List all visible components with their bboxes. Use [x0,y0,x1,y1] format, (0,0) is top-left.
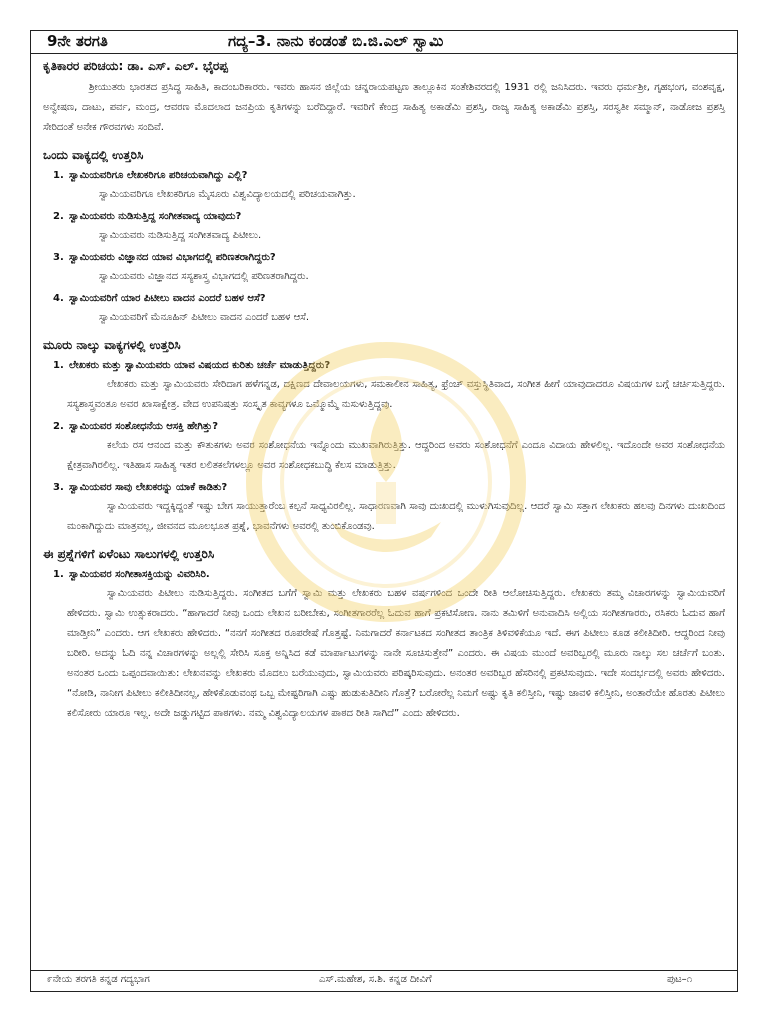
question-text: ಸ್ವಾಮಿಯವರ ಸಾವು ಲೇಖಕರನ್ನು ಯಾಕೆ ಕಾಡಿತು? [69,482,228,493]
qa-item [43,478,725,537]
question-text: ಸ್ವಾಮಿಯವರಿಗೆ ಯಾರ ಪಿಟೀಲು ವಾದನ ಎಂದರೆ ಬಹಳ ಆಸೆ? [69,293,266,304]
qa-item [43,417,725,476]
question-number: 1. [53,170,64,181]
qa-item [43,565,725,724]
question-text: ಸ್ವಾಮಿಯವರು ನುಡಿಸುತ್ತಿದ್ದ ಸಂಗೀತವಾದ್ಯ ಯಾವುದು? [69,211,242,222]
question-text: ಸ್ವಾಮಿಯವರ ಸಂಗೀತಾಸಕ್ತಿಯನ್ನು ವಿವರಿಸಿರಿ. [69,569,210,580]
section1-heading: ಒಂದು ವಾಕ್ಯದಲ್ಲಿ ಉತ್ತರಿಸಿ [43,148,144,162]
footer-author: ಎಸ್.ಮಹೇಶ, ಸ.ಶಿ. ಕನ್ನಡ ದೀವಿಗೆ [319,974,432,985]
answer-text: ಸ್ವಾಮಿಯವರು ಪಿಟೀಲು ನುಡಿಸುತ್ತಿದ್ದರು. ಸಂಗೀತದ ಬಗೆಗೆ ಸ್ವಾಮಿ ಮತ್ತು ಲೇಖಕರು ಬಹಳ ವರ್ಷಗಳಿಂದ ಒಂದೇ ರೀತಿ ಆಲೋಚಿಸುತ್ತಿದ್ದರು. ಲೇಖಕರು ತಮ್ಮ ವಿಚಾರಗಳನ್ನು ಸ್ವಾಮಿಯವರಿಗೆ ಹೇಳಿದರು. ಸ್ವಾಮಿ ಉತ್ಸುಕರಾದರು. “ಹಾಗಾದರೆ ನೀವು ಒಂದು ಲೇಖನ ಬರೀಬೇಕು, ಸಂಗೀತಗಾರರೆಲ್ಲ ಓದುವ ಹಾಗೆ ಪ್ರಕಟಿಸೋಣ. ನಾನು ತಮಿಳಿಗೆ ಅನುವಾದಿಸಿ ಅಲ್ಲಿಯ ಸಂಗೀತಗಾರರು, ರಸಿಕರು ಓದುವ ಹಾಗೆ ಮಾಡ್ತೀನಿ” ಎಂದರು. ಆಗ ಲೇಖಕರು ಹೇಳಿದರು. “ನನಗೆ ಸಂಗೀತದ ರೂಪರೇಷೆ ಗೊತ್ತಷ್ಟೆ. ನಿಮಗಾದರೆ ಕರ್ನಾಟಕದ ಸಂಗೀತದ ತಾಂತ್ರಿಕ ತಿಳಿವಳಿಕೆಯೂ ಇದೆ. ಈಗ ಪಿಟೀಲು ಕೂಡ ಕಲೀತಿದೀರಿ. ಆದ್ದರಿಂದ ನೀವು ಬರೀರಿ. ಅದನ್ನು ಓದಿ ನನ್ನ ವಿಚಾರಗಳನ್ನು ಅಲ್ಲಲ್ಲಿ ಸೇರಿಸಿ ಸೂಕ್ತ ಅನ್ನಿಸಿದ ಕಡೆ ಮಾರ್ಪಾಟುಗಳನ್ನು ನಾನೇ ಸೂಚಿಸುತ್ತೇನೆ” ಎಂದರು. ಈ ವಿಷಯ ಮುಂದೆ ಅವರಿಬ್ಬರಲ್ಲಿ ಮೂರು ನಾಲ್ಕು ಸಲ ಚರ್ಚೆಗೆ ಬಂತು. ಅನಂತರ ಒಂದು ಒಪ್ಪಂದವಾಯಿತು: ಲೇಖನವನ್ನು ಲೇಖಕರು ಮೊದಲು ಬರೆಯುವುದು, ಸ್ವಾಮಿಯವರು ಪರಿಷ್ಕರಿಸುವುದು. ಅನಂತರ ಅವರಿಬ್ಬರ ಹೆಸರಿನಲ್ಲಿ ಪ್ರಕಟಿಸುವುದು. ಇದೇ ಸಂದರ್ಭದಲ್ಲಿ ಅವರು ಹೇಳಿದರು. “ನೋಡಿ, ನಾನೀಗ ಪಿಟೀಲು ಕಲೀತಿದೀನಲ್ಲ, ಹೇಳಿಕೊಡುವಂಥ ಒಬ್ಬ ಮೇಷ್ಟರಿಗಾಗಿ ಎಷ್ಟು ಹುಡುಕುತಿದೀನಿ ಗೊತ್ತೆ? ಬರೋರೆಲ್ಲ ನಿಮಗೆ ಅಷ್ಟು ಕೃತಿ ಕಲಿಸ್ತೀನಿ, ಇಷ್ಟು ಜಾವಳಿ ಕಲಿಸ್ತೀನಿ, ಅಂತಾರೆಯೇ ಹೊರತು ಪಿಟೀಲು ಕಲಿಸೋರು ಯಾರೂ ಇಲ್ಲ. ಅದೇ ಜಡ್ಡುಗಟ್ಟಿದ ಪಾಠಗಳು. ನಮ್ಮ ವಿಶ್ವವಿದ್ಯಾಲಯಗಳ ಪಾಠದ ರೀತಿ ಸಾಗಿದೆ” ಎಂದು ಹೇಳಿದರು. [67,588,725,719]
answer-text: ಸ್ವಾಮಿಯವರು ವಿಜ್ಞಾನದ ಸಸ್ಯಶಾಸ್ತ್ರ ವಿಭಾಗದಲ್ಲಿ ಪರಿಣತರಾಗಿದ್ದರು. [99,271,309,282]
author-heading: ಕೃತಿಕಾರರ ಪರಿಚಯ: ಡಾ. ಎಸ್. ಎಲ್. ಭೈರಪ್ಪ [43,59,228,73]
answer-text: ಲೇಖಕರು ಮತ್ತು ಸ್ವಾಮಿಯವರು ಸೇರಿದಾಗ ಹಳೆಗನ್ನಡ, ದಕ್ಷಿಣದ ದೇವಾಲಯಗಳು, ಸಮಕಾಲೀನ ಸಾಹಿತ್ಯ, ಫ್ರೆಂಚ್ ವಸ್ತುಸ್ಥಿತಿವಾದ, ಸಂಗೀತ ಹೀಗೆ ಯಾವುದಾದರೂ ವಿಷಯಗಳ ಬಗ್ಗೆ ಚರ್ಚಿಸುತ್ತಿದ್ದರು. ಸಸ್ಯಶಾಸ್ತ್ರವಂತೂ ಅವರ ಖಾಸಾಕ್ಷೇತ್ರ. ವೇದ ಉಪನಿಷತ್ತು ಸಂಸ್ಕೃತ ಕಾವ್ಯಗಳೂ ಒಮ್ಮೊಮ್ಮೆ ನುಸುಳುತ್ತಿದ್ದವು. [67,379,725,410]
answer-text: ಕಲೆಯ ರಸ ಆನಂದ ಮತ್ತು ಕೌತುಕಗಳು ಅವರ ಸಂಶೋಧನೆಯ ಇನ್ನೊಂದು ಮುಖವಾಗಿರುತ್ತಿತ್ತು. ಆದ್ದರಿಂದ ಅವರು ಸಂಶೋಧನೆಗೆ ಎಂದೂ ವಿದಾಯ ಹೇಳಲಿಲ್ಲ. ಇದೊಂದೇ ಅವರ ಸಂಶೋಧನೆಯ ಕ್ಷೇತ್ರವಾಗಿರಲಿಲ್ಲ. ಇತಿಹಾಸ ಸಾಹಿತ್ಯ ಇತರ ಲಲಿತಕಲೆಗಳಲ್ಲೂ ಅವರ ಸಂಶೋಧಕಬುದ್ಧಿ ಕೆಲಸ ಮಾಡುತ್ತಿತ್ತು. [67,440,725,471]
section2-list [43,356,725,537]
section1-list [43,166,725,328]
answer-text: ಸ್ವಾಮಿಯವರಿಗೂ ಲೇಖಕರಿಗೂ ಮೈಸೂರು ವಿಶ್ವವಿದ್ಯಾಲಯದಲ್ಲಿ ಪರಿಚಯವಾಗಿತ್ತು. [99,189,356,200]
author-intro: ಶ್ರೀಯುತರು ಭಾರತದ ಪ್ರಸಿದ್ಧ ಸಾಹಿತಿ, ಕಾದಂಬರಿಕಾರರು. ಇವರು ಹಾಸನ ಜಿಲ್ಲೆಯ ಚನ್ನರಾಯಪಟ್ಟಣ ತಾಲ್ಲೂಕಿನ ಸಂತೇಶಿವರದಲ್ಲಿ 1931 ರಲ್ಲಿ ಜನಿಸಿದರು. ಇವರು ಧರ್ಮಶ್ರೀ, ಗೃಹಭಂಗ, ವಂಶವೃಕ್ಷ, ಅನ್ವೇಷಣ, ದಾಟು, ಪರ್ವ, ಮಂದ್ರ, ಆವರಣ ಮೊದಲಾದ ಜನಪ್ರಿಯ ಕೃತಿಗಳನ್ನು ಬರೆದಿದ್ದಾರೆ. ಇವರಿಗೆ ಕೇಂದ್ರ ಸಾಹಿತ್ಯ ಅಕಾಡೆಮಿ ಪ್ರಶಸ್ತಿ, ರಾಜ್ಯ ಸಾಹಿತ್ಯ ಅಕಾಡೆಮಿ ಪ್ರಶಸ್ತಿ, ಸರಸ್ವತೀ ಸಮ್ಮಾನ್, ನಾಡೋಜ ಪ್ರಶಸ್ತಿ ಸೇರಿದಂತೆ ಅನೇಕ ಗೌರವಗಳು ಸಂದಿವೆ. [43,82,725,133]
page-content [43,59,725,726]
page-header [31,31,737,54]
answer-text: ಸ್ವಾಮಿಯವರು ಇದ್ದಕ್ಕಿದ್ದಂತೆ ಇಷ್ಟು ಬೇಗ ಸಾಯುತ್ತಾರೆಂಬ ಕಲ್ಪನೆ ಸಾಧ್ಯವಿರಲಿಲ್ಲ. ಸಾಧಾರಣವಾಗಿ ಸಾವು ದುಃಖದಲ್ಲಿ ಮುಳುಗಿಸುವುದಿಲ್ಲ. ಆದರೆ ಸ್ವಾಮಿ ಸತ್ತಾಗ ಲೇಖಕರು ಹಲವು ದಿನಗಳು ದುಃಖದಿಂದ ಮಂಕಾಗಿದ್ದುದು ಮಾತ್ರವಲ್ಲ, ಜೀವನದ ಮೂಲಭೂತ ಪ್ರಶ್ನೆ, ಭಾವನೆಗಳು ಅವರಲ್ಲಿ ತುಂಬಿಕೊಂಡವು. [67,501,725,532]
lesson-title: ಗದ್ಯ–3. ನಾನು ಕಂಡಂತೆ ಬಿ.ಜಿ.ಎಲ್ ಸ್ವಾಮಿ [228,32,444,50]
question-number: 1. [53,360,64,371]
question-number: 1. [53,569,64,580]
qa-item [43,207,725,246]
class-label: 9ನೇ ತರಗತಿ [47,32,108,50]
qa-item [43,289,725,328]
question-text: ಸ್ವಾಮಿಯವರಿಗೂ ಲೇಖಕರಿಗೂ ಪರಿಚಯವಾಗಿದ್ದು ಎಲ್ಲಿ? [69,170,248,181]
footer-page-number: ಪುಟ–೧ [667,974,693,985]
qa-item [43,356,725,415]
qa-item [43,166,725,205]
section3-heading: ಈ ಪ್ರಶ್ನೆಗಳಿಗೆ ಏಳೆಂಟು ಸಾಲುಗಳಲ್ಲಿ ಉತ್ತರಿಸಿ [43,547,215,561]
page-frame [30,30,738,992]
question-text: ಸ್ವಾಮಿಯವರು ವಿಜ್ಞಾನದ ಯಾವ ವಿಭಾಗದಲ್ಲಿ ಪರಿಣತರಾಗಿದ್ದರು? [69,252,276,263]
question-number: 4. [53,293,64,304]
question-text: ಲೇಖಕರು ಮತ್ತು ಸ್ವಾಮಿಯವರು ಯಾವ ವಿಷಯದ ಕುರಿತು ಚರ್ಚೆ ಮಾಡುತ್ತಿದ್ದರು? [69,360,331,371]
question-number: 3. [53,482,64,493]
question-number: 2. [53,421,64,432]
footer-class-subject: ೯ನೇಯ ತರಗತಿ ಕನ್ನಡ ಗದ್ಯಭಾಗ [47,974,150,985]
answer-text: ಸ್ವಾಮಿಯವರು ನುಡಿಸುತ್ತಿದ್ದ ಸಂಗೀತವಾದ್ಯ ಪಿಟೀಲು. [99,230,262,241]
answer-text: ಸ್ವಾಮಿಯವರಿಗೆ ಮೆನೂಹಿನ್ ಪಿಟೀಲು ವಾದನ ಎಂದರೆ ಬಹಳ ಆಸೆ. [99,312,310,323]
page-footer [31,970,737,991]
qa-item [43,248,725,287]
section2-heading: ಮೂರು ನಾಲ್ಕು ವಾಕ್ಯಗಳಲ್ಲಿ ಉತ್ತರಿಸಿ [43,338,181,352]
question-number: 2. [53,211,64,222]
question-number: 3. [53,252,64,263]
section3-list [43,565,725,724]
question-text: ಸ್ವಾಮಿಯವರ ಸಂಶೋಧನೆಯ ಆಸಕ್ತಿ ಹೇಗಿತ್ತು? [69,421,218,432]
